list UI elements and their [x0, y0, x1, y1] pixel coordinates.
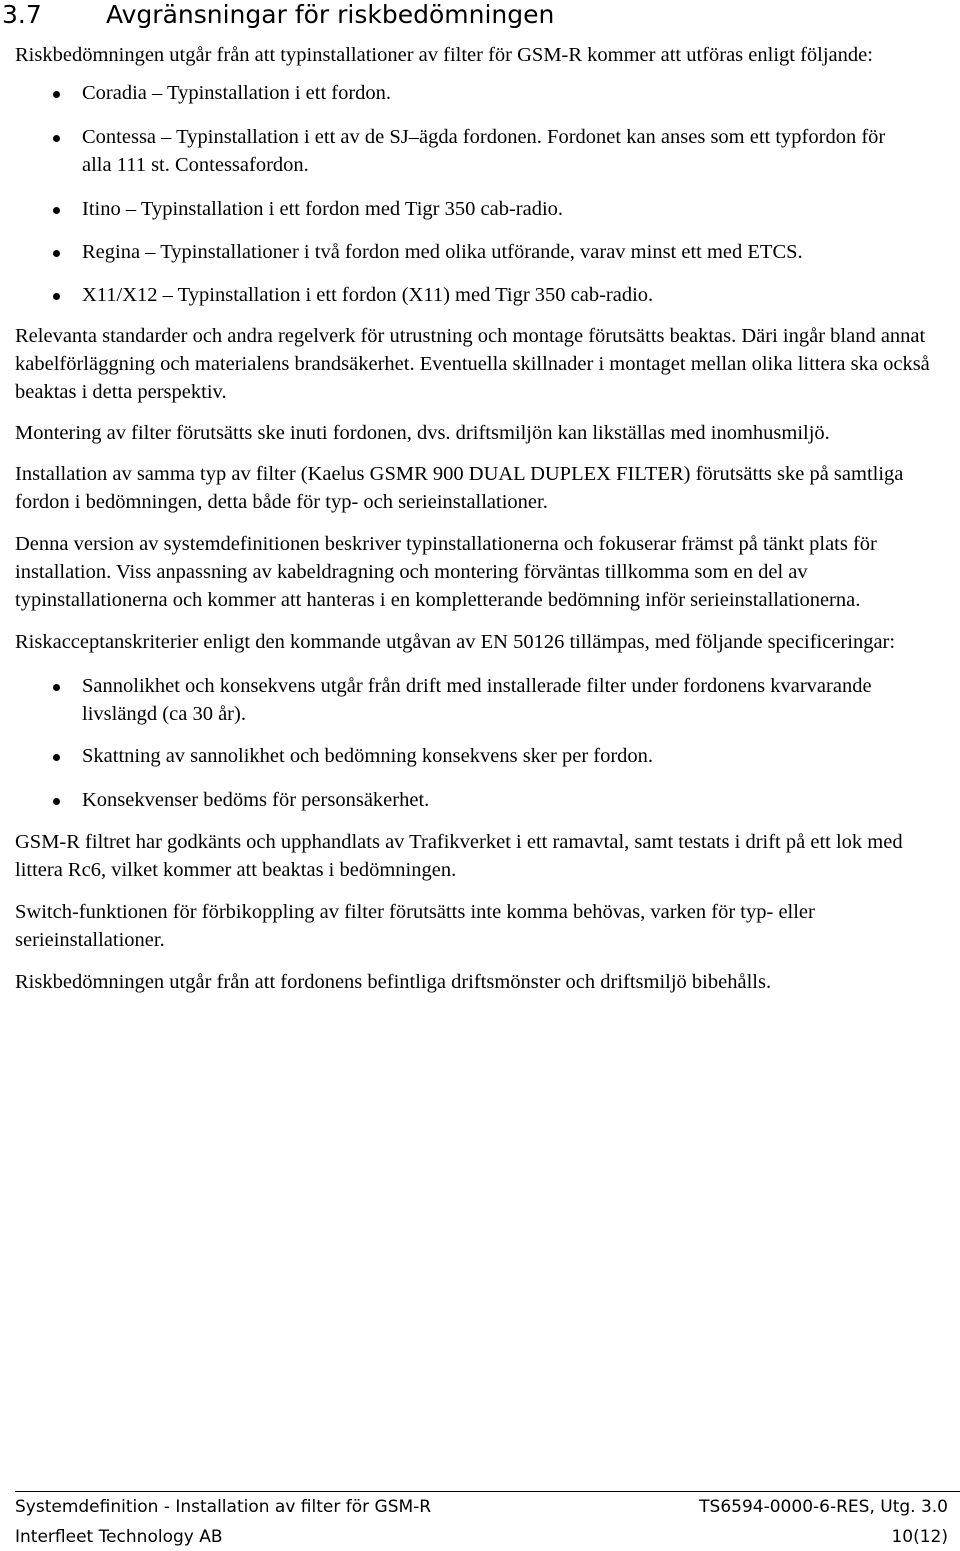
- bullet-icon: [53, 684, 60, 691]
- footer-company: Interfleet Technology AB: [15, 1527, 223, 1547]
- list-item-itino: [15, 195, 945, 223]
- list-item-text: Itino – Typinstallation i ett fordon med Tigr 350 cab-radio.: [82, 198, 564, 220]
- footer-row-top: [15, 1496, 948, 1518]
- list-item-probability: [15, 672, 945, 728]
- list-item-regina: [15, 238, 945, 266]
- footer-row-bottom: [15, 1526, 948, 1548]
- section-heading: [2, 0, 554, 29]
- bullet-icon: [53, 754, 60, 761]
- intro-paragraph: Riskbedömningen utgår från att typinstallationer av filter för GSM-R kommer att utföras enligt följande:: [15, 44, 873, 66]
- list-item-consequences: [15, 786, 945, 814]
- bullet-icon: [53, 207, 60, 214]
- list-item-coradia: [15, 79, 945, 107]
- list-item-estimation: [15, 742, 945, 770]
- bullet-icon: [53, 135, 60, 142]
- list-item-text: Sannolikhet och konsekvens utgår från drift med installerade filter under fordonens kvarvarande livslängd (ca 30 år).: [82, 675, 872, 725]
- list-item-contessa: [15, 123, 945, 179]
- type-installation-list: [15, 79, 945, 309]
- bullet-icon: [53, 798, 60, 805]
- bullet-icon: [53, 91, 60, 98]
- paragraph-mounting: Montering av filter förutsätts ske inuti fordonen, dvs. driftsmiljön kan likställas med inomhusmiljö.: [15, 422, 830, 444]
- section-number: 3.7: [2, 0, 42, 29]
- footer-divider: [15, 1491, 960, 1492]
- list-item-text: Coradia – Typinstallation i ett fordon.: [82, 82, 392, 104]
- footer-document-id: TS6594-0000-6-RES, Utg. 3.0: [699, 1497, 948, 1517]
- paragraph-operating-environment: Riskbedömningen utgår från att fordonens befintliga driftsmönster och driftsmiljö bibehålls.: [15, 971, 772, 993]
- list-item-text: Contessa – Typinstallation i ett av de SJ–ägda fordonen. Fordonet kan anses som ett typfordon för alla 111 st. Contessafordon.: [82, 126, 886, 176]
- list-item-text: Skattning av sannolikhet och bedömning konsekvens sker per fordon.: [82, 745, 654, 767]
- paragraph-acceptance-criteria: Riskacceptanskriterier enligt den kommande utgåvan av EN 50126 tillämpas, med följande specificeringar:: [15, 631, 896, 653]
- paragraph-filter-type: Installation av samma typ av filter (Kaelus GSMR 900 DUAL DUPLEX FILTER) förutsätts ske på samtliga fordon i bedömningen, detta både för typ- och serieinstallationer.: [15, 463, 904, 513]
- section-body: [15, 41, 945, 996]
- paragraph-gsmr-filter: GSM-R filtret har godkänts och upphandlats av Trafikverket i ett ramavtal, samt testats i drift på ett lok med littera Rc6, vilket kommer att beaktas i bedömningen.: [15, 831, 903, 881]
- list-item-text: Konsekvenser bedöms för personsäkerhet.: [82, 789, 430, 811]
- paragraph-version: Denna version av systemdefinitionen beskriver typinstallationerna och fokuserar främst på tänkt plats för installation. Viss anpassning av kabeldragning och montering förväntas tillkomma som en del av typinstallationerna och kommer att hanteras i en kompletterande bedömning inför serieinstallationerna.: [15, 533, 877, 611]
- list-item-x11-x12: [15, 281, 945, 309]
- paragraph-standards: Relevanta standarder och andra regelverk för utrustning och montage förutsätts beaktas. Däri ingår bland annat kabelförläggning och materialens brandsäkerhet. Eventuella skillnader i montaget mellan olika littera ska också beaktas i detta perspektiv.: [15, 325, 930, 403]
- paragraph-switch-function: Switch-funktionen för förbikoppling av filter förutsätts inte komma behövas, varken för typ- eller serieinstallationer.: [15, 901, 815, 951]
- bullet-icon: [53, 250, 60, 257]
- list-item-text: Regina – Typinstallationer i två fordon med olika utförande, varav minst ett med ETCS.: [82, 241, 803, 263]
- list-item-text: X11/X12 – Typinstallation i ett fordon (X11) med Tigr 350 cab-radio.: [82, 284, 654, 306]
- criteria-list: [15, 672, 945, 814]
- bullet-icon: [53, 293, 60, 300]
- footer-page-number: 10(12): [891, 1527, 948, 1547]
- section-title: Avgränsningar för riskbedömningen: [106, 0, 555, 29]
- footer-document-title: Systemdefinition - Installation av filter för GSM-R: [15, 1497, 432, 1517]
